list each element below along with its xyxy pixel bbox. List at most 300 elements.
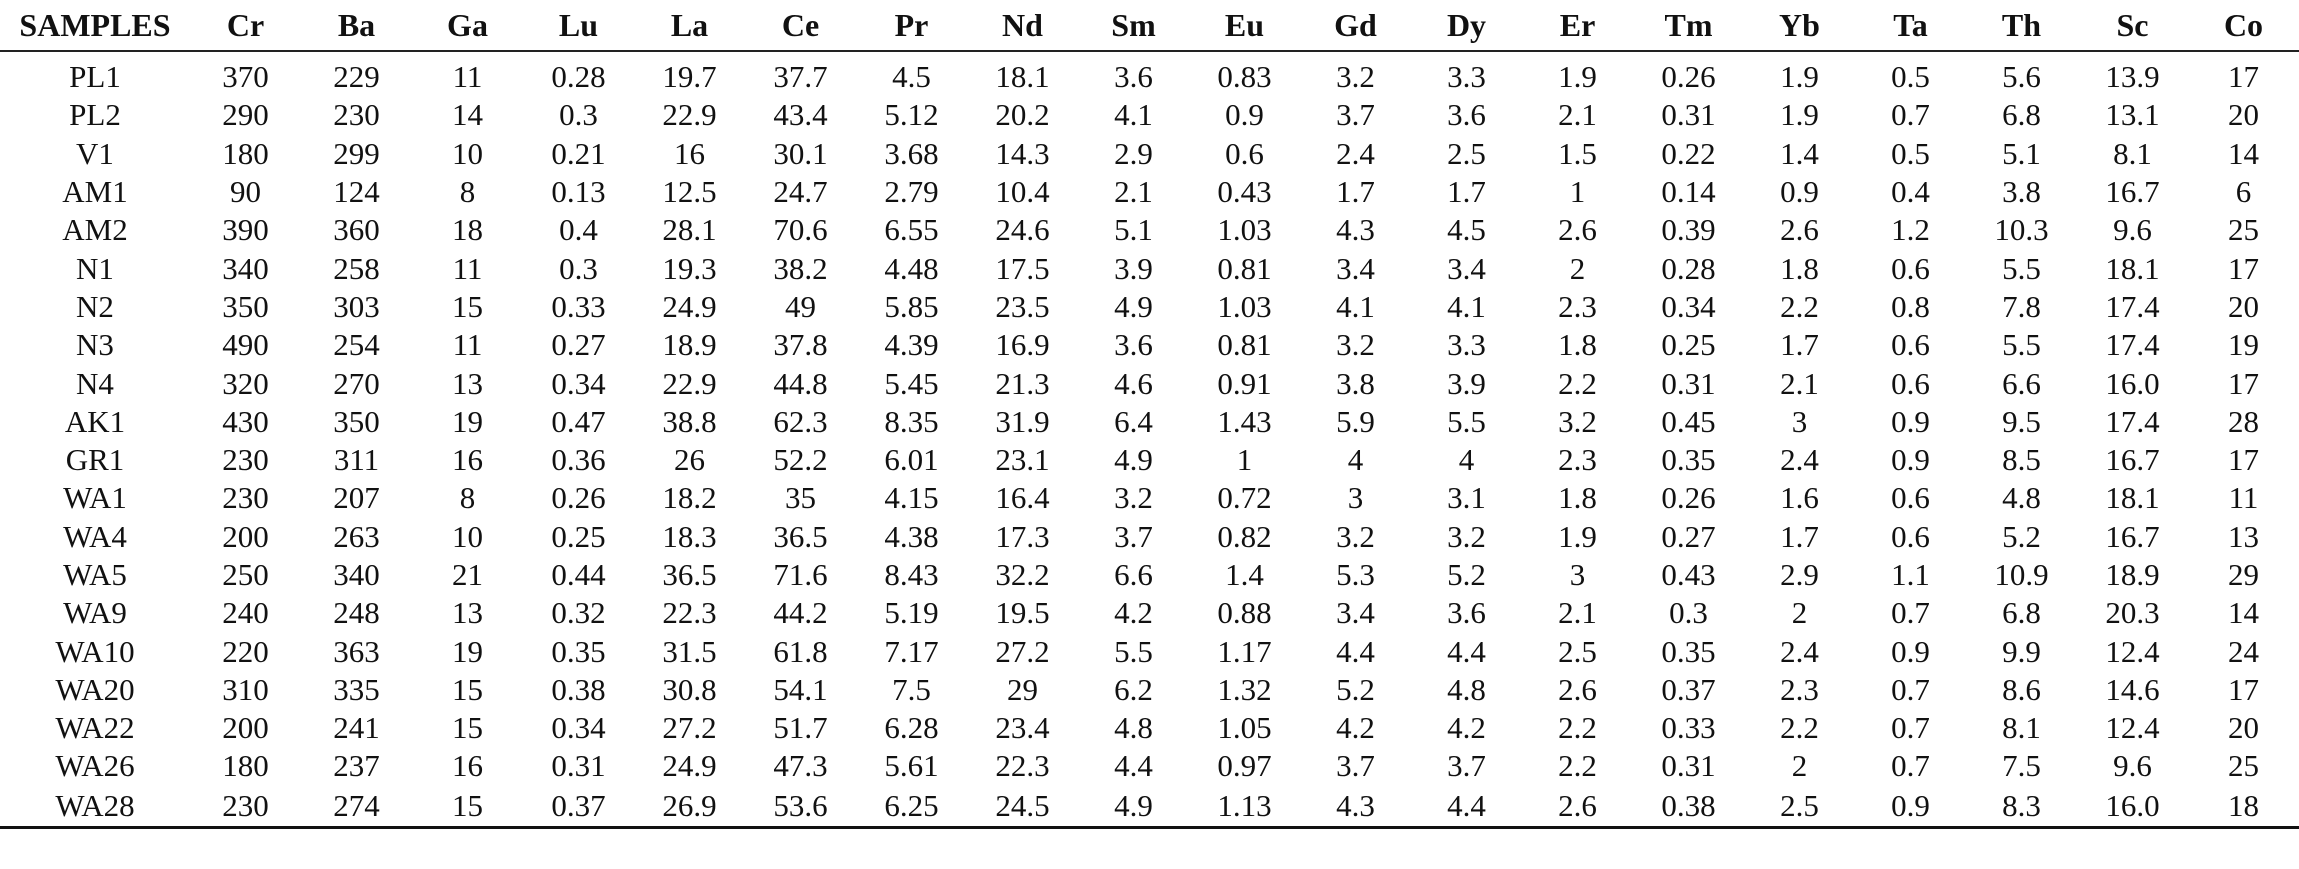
value-cell: 9.9 bbox=[2002, 633, 2041, 669]
value-cell: 4.8 bbox=[1114, 710, 1153, 746]
value-cell: 1.9 bbox=[1558, 59, 1597, 95]
value-cell: 8.1 bbox=[2002, 710, 2041, 746]
sample-name-cell: N4 bbox=[76, 365, 114, 401]
value-cell: 16.7 bbox=[2105, 518, 2160, 554]
value-cell: 1.05 bbox=[1217, 710, 1272, 746]
value-cell: 303 bbox=[333, 288, 380, 324]
value-cell: 3.3 bbox=[1447, 59, 1486, 95]
value-cell: 0.43 bbox=[1661, 557, 1716, 592]
value-cell: 0.72 bbox=[1217, 480, 1272, 516]
column-header-sc: Sc bbox=[2077, 0, 2188, 51]
value-cell: 38.2 bbox=[773, 250, 828, 286]
value-cell: 4 bbox=[1347, 442, 1364, 478]
value-cell: 36.5 bbox=[773, 518, 828, 554]
value-cell: 2.1 bbox=[1558, 97, 1597, 133]
value-cell: 200 bbox=[222, 710, 269, 746]
value-cell: 1.5 bbox=[1558, 135, 1597, 171]
value-cell: 0.6 bbox=[1891, 480, 1930, 516]
value-cell: 0.4 bbox=[1891, 174, 1930, 210]
value-cell: 23.5 bbox=[995, 288, 1050, 324]
value-cell: 4.2 bbox=[1114, 595, 1153, 631]
value-cell: 37.8 bbox=[773, 327, 828, 363]
value-cell: 27.2 bbox=[995, 633, 1050, 669]
value-cell: 0.26 bbox=[551, 480, 606, 516]
value-cell: 5.5 bbox=[2002, 327, 2041, 363]
value-cell: 0.6 bbox=[1891, 327, 1930, 363]
value-cell: 0.7 bbox=[1891, 748, 1930, 784]
value-cell: 8.1 bbox=[2113, 135, 2152, 171]
value-cell: 5.1 bbox=[2002, 135, 2041, 171]
value-cell: 3.7 bbox=[1114, 518, 1153, 554]
value-cell: 1.03 bbox=[1217, 288, 1272, 324]
value-cell: 0.45 bbox=[1661, 403, 1716, 439]
value-cell: 3.4 bbox=[1336, 595, 1375, 631]
value-cell: 0.25 bbox=[551, 518, 606, 554]
value-cell: 340 bbox=[333, 557, 380, 592]
value-cell: 5.2 bbox=[1447, 557, 1486, 592]
value-cell: 0.34 bbox=[551, 365, 606, 401]
value-cell: 18 bbox=[2188, 786, 2299, 828]
value-cell: 18.1 bbox=[2105, 480, 2160, 516]
value-cell: 311 bbox=[333, 442, 380, 478]
value-cell: 0.13 bbox=[551, 174, 606, 210]
value-cell: 35 bbox=[785, 480, 816, 516]
table-body bbox=[0, 51, 2299, 827]
value-cell: 8.6 bbox=[2002, 671, 2041, 707]
sample-name-cell: AM2 bbox=[62, 212, 128, 248]
value-cell: 19 bbox=[452, 403, 483, 439]
value-cell: 5.61 bbox=[884, 748, 939, 784]
table-row bbox=[0, 709, 2299, 747]
value-cell: 2.9 bbox=[1114, 135, 1153, 171]
value-cell: 13.9 bbox=[2105, 59, 2160, 95]
value-cell: 6.6 bbox=[1114, 557, 1153, 592]
value-cell: 26 bbox=[674, 442, 705, 478]
value-cell: 26.9 bbox=[634, 786, 745, 828]
value-cell: 4.8 bbox=[1447, 671, 1486, 707]
value-cell: 17 bbox=[2228, 365, 2259, 401]
value-cell: 0.31 bbox=[1661, 97, 1716, 133]
sample-name-cell: WA28 bbox=[0, 786, 190, 828]
value-cell: 17 bbox=[2228, 250, 2259, 286]
value-cell: 17.5 bbox=[995, 250, 1050, 286]
sample-name-cell: GR1 bbox=[65, 442, 125, 478]
column-header-nd: Nd bbox=[967, 0, 1078, 51]
value-cell: 3.9 bbox=[1114, 250, 1153, 286]
table-row bbox=[0, 249, 2299, 287]
value-cell: 1.43 bbox=[1217, 403, 1272, 439]
value-cell: 3.2 bbox=[1114, 480, 1153, 516]
value-cell: 2.6 bbox=[1522, 786, 1633, 828]
value-cell: 3.6 bbox=[1447, 595, 1486, 631]
value-cell: 274 bbox=[301, 786, 412, 828]
value-cell: 24.5 bbox=[967, 786, 1078, 828]
table-row bbox=[0, 135, 2299, 173]
column-header-yb: Yb bbox=[1744, 0, 1855, 51]
value-cell: 8 bbox=[459, 480, 476, 516]
value-cell: 0.36 bbox=[551, 442, 606, 478]
column-header-la: La bbox=[634, 0, 745, 51]
sample-name-cell: WA5 bbox=[63, 557, 127, 592]
value-cell: 8.5 bbox=[2002, 442, 2041, 478]
value-cell: 13 bbox=[452, 365, 483, 401]
value-cell: 0.5 bbox=[1891, 59, 1930, 95]
value-cell: 16 bbox=[452, 748, 483, 784]
value-cell: 28 bbox=[2228, 403, 2259, 439]
value-cell: 10.3 bbox=[1994, 212, 2049, 248]
value-cell: 14 bbox=[2228, 135, 2259, 171]
value-cell: 1.8 bbox=[1558, 327, 1597, 363]
value-cell: 10 bbox=[452, 135, 483, 171]
value-cell: 4.5 bbox=[1447, 212, 1486, 248]
value-cell: 7.17 bbox=[884, 633, 939, 669]
value-cell: 5.6 bbox=[2002, 59, 2041, 95]
value-cell: 2 bbox=[1791, 748, 1808, 784]
value-cell: 200 bbox=[222, 518, 269, 554]
table-row bbox=[0, 479, 2299, 517]
value-cell: 22.9 bbox=[662, 97, 717, 133]
table-row bbox=[0, 556, 2299, 594]
value-cell: 0.38 bbox=[551, 671, 606, 707]
value-cell: 19 bbox=[2228, 327, 2259, 363]
value-cell: 44.2 bbox=[773, 595, 828, 631]
value-cell: 0.31 bbox=[1661, 365, 1716, 401]
value-cell: 5.45 bbox=[884, 365, 939, 401]
value-cell: 0.6 bbox=[1891, 518, 1930, 554]
value-cell: 0.37 bbox=[523, 786, 634, 828]
value-cell: 8.35 bbox=[884, 403, 939, 439]
value-cell: 3.2 bbox=[1336, 327, 1375, 363]
value-cell: 0.6 bbox=[1891, 250, 1930, 286]
value-cell: 24.9 bbox=[662, 288, 717, 324]
value-cell: 350 bbox=[333, 403, 380, 439]
value-cell: 4.4 bbox=[1411, 786, 1522, 828]
column-header-th: Th bbox=[1966, 0, 2077, 51]
value-cell: 37.7 bbox=[773, 59, 828, 95]
value-cell: 3 bbox=[1569, 557, 1586, 592]
value-cell: 1.7 bbox=[1336, 174, 1375, 210]
value-cell: 14.6 bbox=[2105, 671, 2160, 707]
value-cell: 18.2 bbox=[662, 480, 717, 516]
value-cell: 4.3 bbox=[1300, 786, 1411, 828]
sample-name-cell: WA22 bbox=[55, 710, 135, 746]
value-cell: 220 bbox=[222, 633, 269, 669]
value-cell: 18.9 bbox=[2105, 557, 2160, 592]
sample-name-cell: V1 bbox=[76, 135, 114, 171]
value-cell: 2.5 bbox=[1558, 633, 1597, 669]
value-cell: 4.9 bbox=[1114, 288, 1153, 324]
column-header-tm: Tm bbox=[1633, 0, 1744, 51]
value-cell: 22.3 bbox=[662, 595, 717, 631]
value-cell: 0.33 bbox=[551, 288, 606, 324]
column-header-samples: SAMPLES bbox=[0, 0, 190, 51]
value-cell: 10.4 bbox=[995, 174, 1050, 210]
value-cell: 1.9 bbox=[1780, 97, 1819, 133]
value-cell: 11 bbox=[452, 327, 483, 363]
value-cell: 3.2 bbox=[1336, 59, 1375, 95]
value-cell: 32.2 bbox=[995, 557, 1050, 592]
value-cell: 1.8 bbox=[1780, 250, 1819, 286]
column-header-sm: Sm bbox=[1078, 0, 1189, 51]
value-cell: 25 bbox=[2228, 212, 2259, 248]
value-cell: 6.01 bbox=[884, 442, 939, 478]
sample-name-cell: WA1 bbox=[63, 480, 127, 516]
value-cell: 17 bbox=[2228, 671, 2259, 707]
value-cell: 4.15 bbox=[884, 480, 939, 516]
value-cell: 71.6 bbox=[773, 557, 828, 592]
value-cell: 10.9 bbox=[1994, 557, 2049, 592]
value-cell: 370 bbox=[222, 59, 269, 95]
value-cell: 14.3 bbox=[995, 135, 1050, 171]
column-header-cr: Cr bbox=[190, 0, 301, 51]
value-cell: 0.8 bbox=[1891, 288, 1930, 324]
value-cell: 3 bbox=[1347, 480, 1364, 516]
value-cell: 24.6 bbox=[995, 212, 1050, 248]
value-cell: 20 bbox=[2228, 710, 2259, 746]
value-cell: 2.1 bbox=[1114, 174, 1153, 210]
value-cell: 18.3 bbox=[662, 518, 717, 554]
value-cell: 23.1 bbox=[995, 442, 1050, 478]
value-cell: 17.3 bbox=[995, 518, 1050, 554]
table-row bbox=[0, 594, 2299, 632]
column-header-pr: Pr bbox=[856, 0, 967, 51]
value-cell: 0.27 bbox=[1661, 518, 1716, 554]
value-cell: 8.43 bbox=[884, 557, 939, 592]
value-cell: 20 bbox=[2228, 288, 2259, 324]
value-cell: 360 bbox=[333, 212, 380, 248]
value-cell: 1 bbox=[1569, 174, 1586, 210]
table-row bbox=[0, 326, 2299, 364]
value-cell: 15 bbox=[412, 786, 523, 828]
value-cell: 1.32 bbox=[1217, 671, 1272, 707]
value-cell: 1.6 bbox=[1780, 480, 1819, 516]
sample-name-cell: N2 bbox=[76, 288, 114, 324]
value-cell: 13 bbox=[2228, 518, 2259, 554]
value-cell: 4.4 bbox=[1114, 748, 1153, 784]
value-cell: 0.28 bbox=[1661, 250, 1716, 286]
value-cell: 5.2 bbox=[2002, 518, 2041, 554]
value-cell: 17.4 bbox=[2105, 288, 2160, 324]
value-cell: 29 bbox=[1007, 671, 1038, 707]
value-cell: 2.6 bbox=[1780, 212, 1819, 248]
value-cell: 258 bbox=[333, 250, 380, 286]
value-cell: 12.4 bbox=[2105, 710, 2160, 746]
value-cell: 4.9 bbox=[1078, 786, 1189, 828]
value-cell: 16.0 bbox=[2105, 365, 2160, 401]
value-cell: 9.6 bbox=[2113, 748, 2152, 784]
sample-name-cell: WA4 bbox=[63, 518, 127, 554]
value-cell: 0.38 bbox=[1633, 786, 1744, 828]
value-cell: 3.1 bbox=[1447, 480, 1486, 516]
value-cell: 44.8 bbox=[773, 365, 828, 401]
value-cell: 2.2 bbox=[1780, 710, 1819, 746]
value-cell: 21 bbox=[452, 557, 483, 592]
value-cell: 180 bbox=[222, 135, 269, 171]
value-cell: 3.7 bbox=[1447, 748, 1486, 784]
value-cell: 207 bbox=[333, 480, 380, 516]
value-cell: 0.9 bbox=[1891, 633, 1930, 669]
value-cell: 1.8 bbox=[1558, 480, 1597, 516]
value-cell: 1.13 bbox=[1189, 786, 1300, 828]
value-cell: 49 bbox=[785, 288, 816, 324]
value-cell: 0.82 bbox=[1217, 518, 1272, 554]
value-cell: 27.2 bbox=[662, 710, 717, 746]
table-row bbox=[0, 288, 2299, 326]
value-cell: 0.25 bbox=[1661, 327, 1716, 363]
value-cell: 230 bbox=[222, 480, 269, 516]
value-cell: 0.9 bbox=[1855, 786, 1966, 828]
value-cell: 0.26 bbox=[1661, 59, 1716, 95]
header-row bbox=[0, 0, 2299, 51]
value-cell: 13.1 bbox=[2105, 97, 2160, 133]
sample-name-cell: WA9 bbox=[63, 595, 127, 631]
value-cell: 21.3 bbox=[995, 365, 1050, 401]
value-cell: 4.5 bbox=[892, 59, 931, 95]
value-cell: 53.6 bbox=[745, 786, 856, 828]
value-cell: 340 bbox=[222, 250, 269, 286]
value-cell: 16 bbox=[674, 135, 705, 171]
column-header-ba: Ba bbox=[301, 0, 412, 51]
value-cell: 3.2 bbox=[1447, 518, 1486, 554]
value-cell: 18 bbox=[452, 212, 483, 248]
value-cell: 15 bbox=[452, 288, 483, 324]
value-cell: 51.7 bbox=[773, 710, 828, 746]
value-cell: 124 bbox=[333, 174, 380, 210]
value-cell: 350 bbox=[222, 288, 269, 324]
value-cell: 29 bbox=[2228, 557, 2259, 592]
table-row bbox=[0, 403, 2299, 441]
column-header-dy: Dy bbox=[1411, 0, 1522, 51]
table-row bbox=[0, 518, 2299, 556]
value-cell: 2.4 bbox=[1780, 442, 1819, 478]
value-cell: 0.9 bbox=[1780, 174, 1819, 210]
value-cell: 62.3 bbox=[773, 403, 828, 439]
value-cell: 22.3 bbox=[995, 748, 1050, 784]
table-row bbox=[0, 632, 2299, 670]
value-cell: 3.7 bbox=[1336, 748, 1375, 784]
value-cell: 6.4 bbox=[1114, 403, 1153, 439]
value-cell: 0.21 bbox=[551, 135, 606, 171]
value-cell: 3.7 bbox=[1336, 97, 1375, 133]
value-cell: 24.7 bbox=[773, 174, 828, 210]
value-cell: 4.1 bbox=[1336, 288, 1375, 324]
value-cell: 6.28 bbox=[884, 710, 939, 746]
table-row bbox=[0, 364, 2299, 402]
value-cell: 6.2 bbox=[1114, 671, 1153, 707]
value-cell: 22.9 bbox=[662, 365, 717, 401]
value-cell: 0.27 bbox=[551, 327, 606, 363]
value-cell: 18.9 bbox=[662, 327, 717, 363]
value-cell: 7.8 bbox=[2002, 288, 2041, 324]
value-cell: 15 bbox=[452, 710, 483, 746]
value-cell: 229 bbox=[333, 59, 380, 95]
value-cell: 230 bbox=[190, 786, 301, 828]
value-cell: 9.6 bbox=[2113, 212, 2152, 248]
value-cell: 5.19 bbox=[884, 595, 939, 631]
table-row bbox=[0, 211, 2299, 249]
sample-name-cell: AM1 bbox=[62, 174, 128, 210]
value-cell: 43.4 bbox=[773, 97, 828, 133]
table-row bbox=[0, 441, 2299, 479]
value-cell: 6.8 bbox=[2002, 595, 2041, 631]
value-cell: 2 bbox=[1569, 250, 1586, 286]
sample-name-cell: N3 bbox=[76, 327, 114, 363]
value-cell: 2.2 bbox=[1558, 710, 1597, 746]
value-cell: 2.2 bbox=[1558, 365, 1597, 401]
column-header-gd: Gd bbox=[1300, 0, 1411, 51]
value-cell: 4.9 bbox=[1114, 442, 1153, 478]
value-cell: 30.8 bbox=[662, 671, 717, 707]
table-row bbox=[0, 786, 2299, 828]
value-cell: 8.3 bbox=[1966, 786, 2077, 828]
value-cell: 0.5 bbox=[1891, 135, 1930, 171]
value-cell: 2.6 bbox=[1558, 212, 1597, 248]
value-cell: 1.4 bbox=[1780, 135, 1819, 171]
value-cell: 17.4 bbox=[2105, 403, 2160, 439]
value-cell: 490 bbox=[222, 327, 269, 363]
sample-name-cell: WA26 bbox=[55, 748, 135, 784]
value-cell: 0.7 bbox=[1891, 595, 1930, 631]
column-header-ga: Ga bbox=[412, 0, 523, 51]
value-cell: 19.5 bbox=[995, 595, 1050, 631]
column-header-eu: Eu bbox=[1189, 0, 1300, 51]
value-cell: 1.17 bbox=[1217, 633, 1272, 669]
value-cell: 12.4 bbox=[2105, 633, 2160, 669]
table-row bbox=[0, 671, 2299, 709]
value-cell: 0.28 bbox=[551, 59, 606, 95]
value-cell: 18.1 bbox=[995, 59, 1050, 95]
value-cell: 0.9 bbox=[1225, 97, 1264, 133]
value-cell: 4.3 bbox=[1336, 212, 1375, 248]
value-cell: 2.1 bbox=[1780, 365, 1819, 401]
table-row bbox=[0, 173, 2299, 211]
value-cell: 16.0 bbox=[2077, 786, 2188, 828]
value-cell: 1.03 bbox=[1217, 212, 1272, 248]
value-cell: 30.1 bbox=[773, 135, 828, 171]
value-cell: 2.4 bbox=[1336, 135, 1375, 171]
value-cell: 19.7 bbox=[662, 59, 717, 95]
sample-name-cell: AK1 bbox=[64, 403, 126, 439]
value-cell: 0.9 bbox=[1891, 442, 1930, 478]
value-cell: 16.4 bbox=[995, 480, 1050, 516]
value-cell: 2.2 bbox=[1558, 748, 1597, 784]
value-cell: 2.9 bbox=[1780, 557, 1819, 592]
value-cell: 14 bbox=[2228, 595, 2259, 631]
value-cell: 54.1 bbox=[773, 671, 828, 707]
value-cell: 6.55 bbox=[884, 212, 939, 248]
value-cell: 0.6 bbox=[1225, 135, 1264, 171]
value-cell: 0.14 bbox=[1661, 174, 1716, 210]
value-cell: 0.97 bbox=[1217, 748, 1272, 784]
value-cell: 12.5 bbox=[662, 174, 717, 210]
value-cell: 0.26 bbox=[1661, 480, 1716, 516]
column-header-er: Er bbox=[1522, 0, 1633, 51]
value-cell: 3 bbox=[1791, 403, 1808, 439]
value-cell: 3.6 bbox=[1114, 59, 1153, 95]
value-cell: 31.9 bbox=[995, 403, 1050, 439]
value-cell: 4.2 bbox=[1336, 710, 1375, 746]
sample-name-cell: N1 bbox=[76, 250, 114, 286]
value-cell: 31.5 bbox=[662, 633, 717, 669]
value-cell: 6.8 bbox=[2002, 97, 2041, 133]
value-cell: 17 bbox=[2228, 59, 2259, 95]
value-cell: 0.31 bbox=[551, 748, 606, 784]
value-cell: 70.6 bbox=[773, 212, 828, 248]
value-cell: 241 bbox=[333, 710, 380, 746]
value-cell: 16.7 bbox=[2105, 174, 2160, 210]
value-cell: 320 bbox=[222, 365, 269, 401]
value-cell: 1.1 bbox=[1891, 557, 1930, 592]
